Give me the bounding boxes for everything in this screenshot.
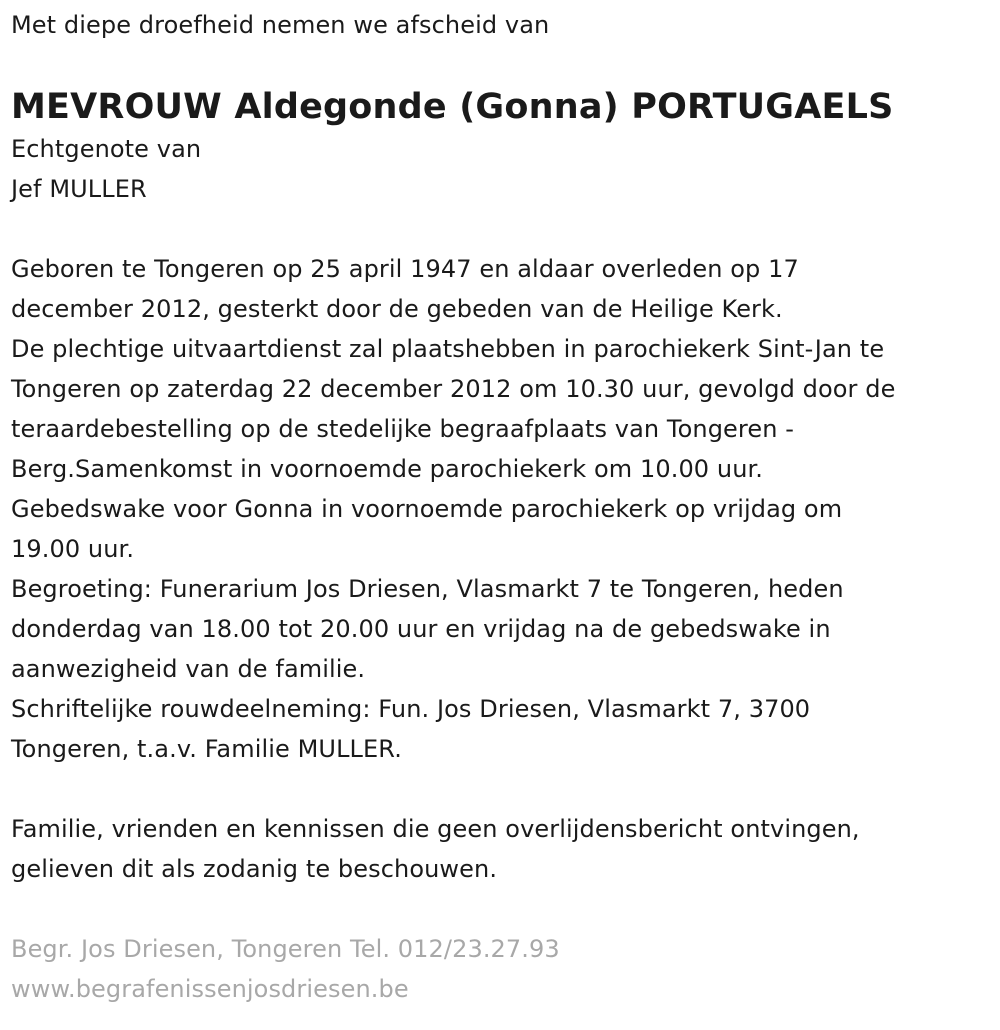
- body-line: Tongeren op zaterdag 22 december 2012 om 10.30 uur, gevolgd door de: [11, 375, 896, 403]
- body-line: Tongeren, t.a.v. Familie MULLER.: [11, 735, 402, 763]
- body-line: Schriftelijke rouwdeelneming: Fun. Jos Driesen, Vlasmarkt 7, 3700: [11, 695, 811, 723]
- closing-line: gelieven dit als zodanig te beschouwen.: [11, 855, 498, 883]
- body-line: 19.00 uur.: [11, 535, 135, 563]
- spouse-line: Echtgenote van: [11, 135, 202, 163]
- body-line: Berg.Samenkomst in voornoemde parochiekerk om 10.00 uur.: [11, 455, 764, 483]
- spacer: [11, 889, 986, 929]
- body-line: Gebedswake voor Gonna in voornoemde parochiekerk op vrijdag om: [11, 495, 843, 523]
- body-line: teraardebestelling op de stedelijke begraafplaats van Tongeren -: [11, 415, 795, 443]
- spouse-block: [11, 129, 986, 209]
- closing-block: [11, 809, 986, 889]
- spacer: [11, 209, 986, 249]
- spouse-line: Jef MULLER: [11, 175, 147, 203]
- body-line: donderdag van 18.00 tot 20.00 uur en vrijdag na de gebedswake in: [11, 615, 831, 643]
- spacer: [11, 769, 986, 809]
- funeral-home-contact: Begr. Jos Driesen, Tongeren Tel. 012/23.27.93: [11, 935, 560, 963]
- body-line: Begroeting: Funerarium Jos Driesen, Vlasmarkt 7 te Tongeren, heden: [11, 575, 844, 603]
- body-line: De plechtige uitvaartdienst zal plaatshebben in parochiekerk Sint-Jan te: [11, 335, 885, 363]
- body-block: [11, 249, 986, 769]
- body-line: aanwezigheid van de familie.: [11, 655, 366, 683]
- body-line: Geboren te Tongeren op 25 april 1947 en aldaar overleden op 17: [11, 255, 799, 283]
- body-line: december 2012, gesterkt door de gebeden van de Heilige Kerk.: [11, 295, 783, 323]
- death-notice: [11, 0, 986, 1009]
- intro-text: Met diepe droefheid nemen we afscheid van: [11, 11, 550, 39]
- funeral-home-footer: [11, 929, 986, 1009]
- deceased-name: MEVROUW Aldegonde (Gonna) PORTUGAELS: [11, 87, 894, 127]
- closing-line: Familie, vrienden en kennissen die geen overlijdensbericht ontvingen,: [11, 815, 860, 843]
- funeral-home-website: www.begrafenissenjosdriesen.be: [11, 975, 409, 1003]
